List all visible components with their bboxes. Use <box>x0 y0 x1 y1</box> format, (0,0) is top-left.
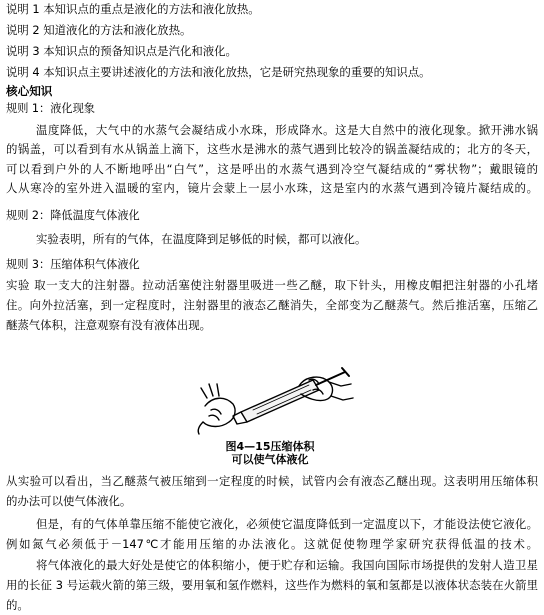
rule-1-line-1: 温度降低，大气中的水蒸气会凝结成小水珠，形成降水。这是大自然中的液化现象。掀开沸水锅 <box>36 123 538 137</box>
rule-1-line-4: 人从寒冷的室外进入温暖的室内，镜片会蒙上一层小水珠，这是室内的水蒸气遇到冷镜片凝结成的。 <box>6 181 538 195</box>
rule-3-line-2: 住。向外拉活塞，到一定程度时，注射器里的液态乙醚消失，全部变为乙醚蒸气。然后推活塞，压缩乙 <box>6 298 538 312</box>
rule-3-line-1: 实验 取一支大的注射器。拉动活塞使注射器里吸进一些乙醚，取下针头，用橡皮帽把注射器的小孔堵 <box>6 278 538 292</box>
note-1: 说明 1 本知识点的重点是液化的方法和液化放热。 <box>6 2 260 16</box>
rule-3-line-3: 醚蒸气体积，注意观察有没有液体出现。 <box>6 318 212 332</box>
figure-caption-line-1: 图4—15压缩体积 <box>225 440 315 453</box>
conclusion-line-7: 的。 <box>6 598 29 612</box>
syringe-figure <box>195 366 355 436</box>
note-3: 说明 3 本知识点的预备知识点是汽化和液化。 <box>6 44 237 58</box>
rule-2-line: 实验表明，所有的气体，在温度降到足够低的时候，都可以液化。 <box>36 232 367 246</box>
conclusion-line-6: 用的长征 3 号运载火箭的第三级，要用氧和氢作燃料，这些作为燃料的氧和氢都是以液体状态装在火箭里 <box>6 578 538 592</box>
note-2: 说明 2 知道液化的方法和液化放热。 <box>6 23 192 37</box>
rule-1-line-2: 的锅盖，可以看到有水从锅盖上滴下，这些水是沸水的蒸气遇到比较冷的锅盖凝结成的；北方的冬天， <box>6 142 538 156</box>
syringe-illustration <box>195 366 355 436</box>
rule-3-title: 规则 3：压缩体积气体液化 <box>6 258 140 271</box>
conclusion-line-3: 但是，有的气体单靠压缩不能使它液化，必须使它温度降低到一定温度以下，才能设法使它液化。 <box>36 517 538 531</box>
note-4: 说明 4 本知识点主要讲述液化的方法和液化放热，它是研究热现象的重要的知识点。 <box>6 65 431 79</box>
rule-2-title: 规则 2：降低温度气体液化 <box>6 209 140 222</box>
rule-1-line-3: 可以看到户外的人不断地呼出“白气”，这是呼出的水蒸气遇到冷空气凝结成的“雾状物”；戴眼镜的 <box>6 162 538 176</box>
conclusion-line-4: 例如氮气必须低于－147℃才能用压缩的办法液化。这就促使物理学家研究获得低温的技术。 <box>6 537 538 551</box>
conclusion-line-2: 的办法可以使气体液化。 <box>6 494 132 508</box>
rule-1-title: 规则 1：液化现象 <box>6 102 95 115</box>
figure-caption-line-2: 可以使气体液化 <box>231 453 309 466</box>
conclusion-line-5: 将气体液化的最大好处是使它的体积缩小，便于贮存和运输。我国向国际市场提供的发射人造卫星 <box>36 558 538 572</box>
conclusion-line-1: 从实验可以看出，当乙醚蒸气被压缩到一定程度的时候，试管内会有液态乙醚出现。这表明用压缩体积 <box>6 474 538 488</box>
core-knowledge-heading: 核心知识 <box>6 84 53 98</box>
